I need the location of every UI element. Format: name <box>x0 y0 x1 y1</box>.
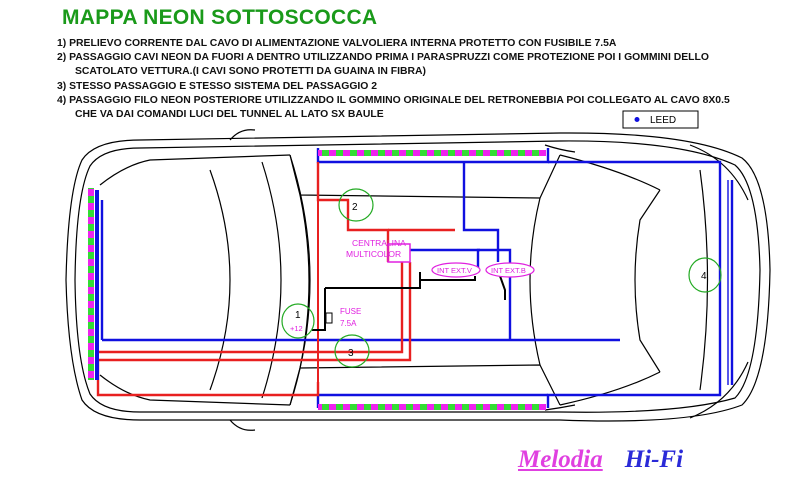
switch-left-label: INT EXT.V <box>437 266 472 275</box>
note-2-continued: SCATOLATO VETTURA.(I CAVI SONO PROTETTI DA GUAINA IN FIBRA) <box>75 66 426 78</box>
central-unit-label: CENTRALINA <box>352 238 406 248</box>
blue-wires <box>102 148 732 408</box>
central-unit-label-2: MULTICOLOR <box>346 249 402 259</box>
note-4: 4) PASSAGGIO FILO NEON POSTERIORE UTILIZZANDO IL GOMMINO ORIGINALE DEL RETRONEBBIA POI COLLEGATO AL CAVO 8X0.5 <box>57 94 730 106</box>
fuse-rating: 7.5A <box>340 319 357 328</box>
svg-text:4: 4 <box>701 271 707 282</box>
car-outline <box>66 130 770 431</box>
neon-tube-left-side <box>318 150 546 156</box>
neon-tube-front <box>88 188 94 380</box>
page-title: MAPPA NEON SOTTOSCOCCA <box>62 6 378 29</box>
brand-logo <box>518 446 683 474</box>
neon-tube-right-side <box>318 404 546 410</box>
switch-right-label: INT EXT.B <box>491 266 526 275</box>
legend-label: LEED <box>650 115 677 126</box>
svg-text:2: 2 <box>352 202 358 213</box>
marker-2 <box>339 189 373 221</box>
power-label: +12 <box>290 324 303 333</box>
legend-dot-icon <box>635 117 640 122</box>
fuse-label: FUSE <box>340 307 362 316</box>
svg-text:3: 3 <box>348 348 354 359</box>
note-2: 2) PASSAGGIO CAVI NEON DA FUORI A DENTRO UTILIZZANDO PRIMA I PARASPRUZZI COME PROTEZIONE POI I GOMMINI DELLO <box>57 52 709 64</box>
fuse-symbol <box>326 313 332 323</box>
red-wires <box>96 162 455 395</box>
front-blue-bar <box>95 190 99 380</box>
svg-text:1: 1 <box>295 310 301 321</box>
note-3: 3) STESSO PASSAGGIO E STESSO SISTEMA DEL PASSAGGIO 2 <box>57 80 378 92</box>
marker-1 <box>282 304 314 338</box>
note-4-continued: CHE VA DAI COMANDI LUCI DEL TUNNEL AL LATO SX BAULE <box>75 109 384 121</box>
brand-part-2: Hi-Fi <box>624 446 684 473</box>
brand-part-1: Melodia <box>518 446 603 473</box>
marker-4 <box>689 258 721 292</box>
legend <box>623 111 698 128</box>
note-1: 1) PRELIEVO CORRENTE DAL CAVO DI ALIMENTAZIONE VALVOLIERA INTERNA PROTETTO CON FUSIBILE 7.5A <box>57 38 617 49</box>
